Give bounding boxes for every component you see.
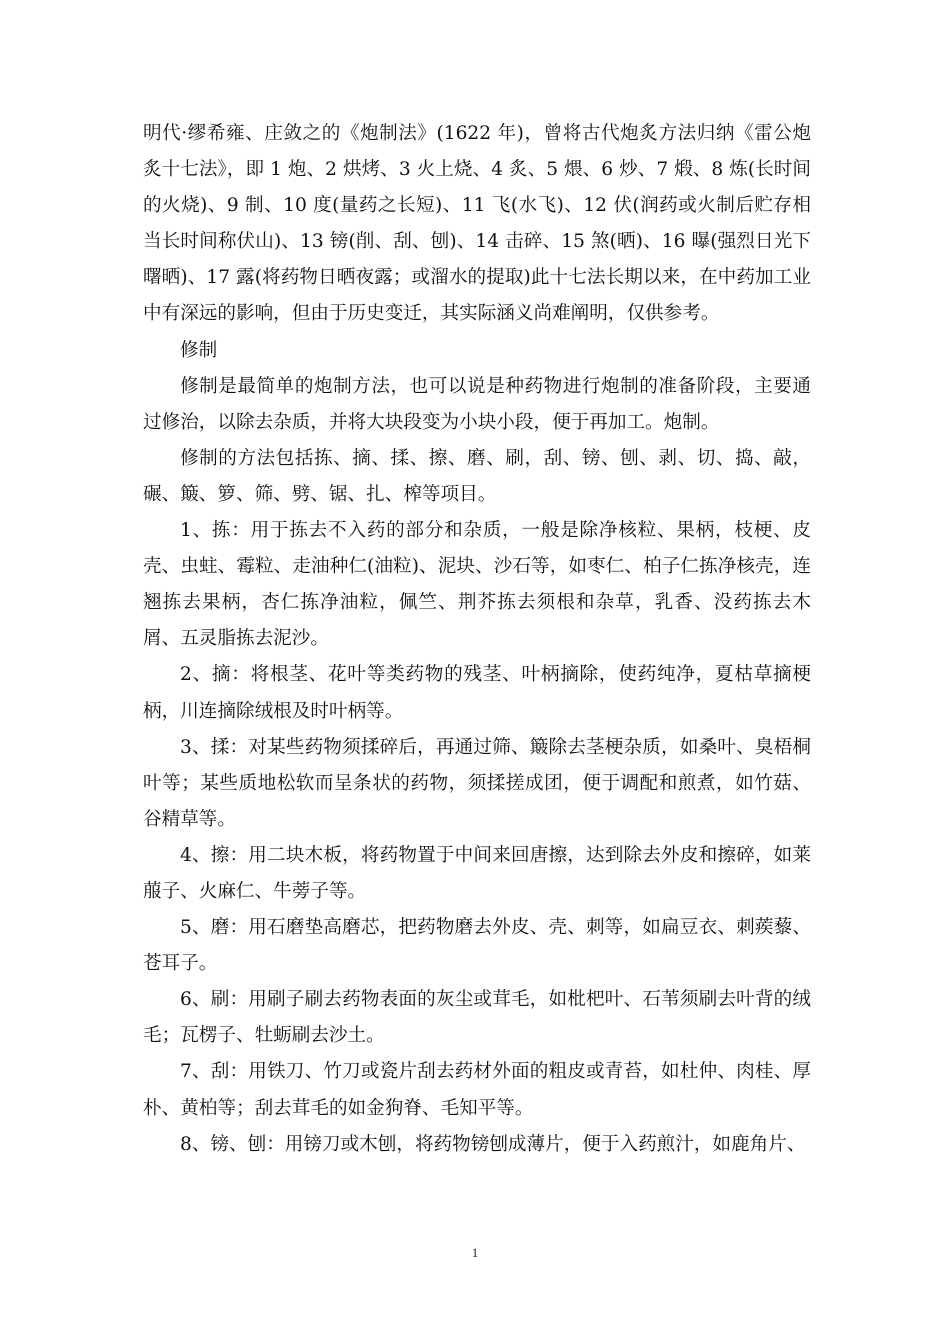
paragraph-history-seventeen-methods: 明代·缪希雍、庄敛之的《炮制法》(1622 年)，曾将古代炮炙方法归纳《雷公炮炙十七法》，即 1 炮、2 烘烤、3 火上烧、4 炙、5 煨、6 炒、7 煅、8 炼(长时间的火烧)、9 制、10 度(量药之长短)、11 飞(水飞)、12 伏(润药或火制后贮存相当长时间称伏山)、13 镑(削、刮、刨)、14 击碎、15 煞(晒)、16 曝(强烈日光下曙晒)、17 露(将药物日晒夜露；或溜水的提取)此十七法长期以来，在中药加工业中有深远的影响，但由于历史变迁，其实际涵义尚难阐明，仅供参考。	[143, 123, 811, 325]
paragraph-method-zhai: 2、摘：将根茎、花叶等类药物的残茎、叶柄摘除，使药纯净，夏枯草摘梗柄，川连摘除绒根及时叶柄等。	[143, 664, 811, 722]
section-heading-xiuzhi: 修制	[180, 339, 218, 361]
paragraph-method-rou: 3、揉：对某些药物须揉碎后，再通过筛、簸除去茎梗杂质，如桑叶、臭梧桐叶等；某些质地松软而呈条状的药物，须揉搓成团，便于调配和煎煮，如竹菇、谷精草等。	[143, 736, 811, 830]
paragraph-method-mo: 5、磨：用石磨垫高磨芯，把药物磨去外皮、壳、刺等，如扁豆衣、刺蒺藜、苍耳子。	[143, 917, 811, 975]
paragraph-method-bang-bao: 8、镑、刨：用镑刀或木刨，将药物镑刨成薄片，便于入药煎汁，如鹿角片、	[180, 1133, 806, 1155]
paragraph-method-shua: 6、刷：用刷子刷去药物表面的灰尘或茸毛，如枇杷叶、石苇须刷去叶背的绒毛；瓦楞子、牡蛎刷去沙土。	[143, 989, 811, 1047]
paragraph-xiuzhi-methods: 修制的方法包括拣、摘、揉、擦、磨、刷，刮、镑、刨、剥、切、捣、敲，碾、簸、箩、筛、劈、锯、扎、榨等项目。	[143, 447, 811, 505]
document-body	[143, 116, 811, 1163]
paragraph-method-jian: 1、拣：用于拣去不入药的部分和杂质，一般是除净核粒、果柄，枝梗、皮壳、虫蛀、霉粒、走油种仁(油粒)、泥块、沙石等，如枣仁、柏子仁拣净核壳，连翘拣去果柄，杏仁拣净油粒，佩竺、荆芥拣去须根和杂草，乳香、没药拣去木屑、五灵脂拣去泥沙。	[143, 520, 811, 650]
paragraph-method-gua: 7、刮：用铁刀、竹刀或瓷片刮去药材外面的粗皮或青苔，如杜仲、肉桂、厚朴、黄柏等；刮去茸毛的如金狗脊、毛知平等。	[143, 1061, 811, 1119]
paragraph-xiuzhi-definition: 修制是最简单的炮制方法，也可以说是种药物进行炮制的准备阶段，主要通过修治，以除去杂质，并将大块段变为小块小段，便于再加工。炮制。	[143, 375, 811, 433]
paragraph-method-ca: 4、擦：用二块木板，将药物置于中间来回唐擦，达到除去外皮和擦碎，如莱菔子、火麻仁、牛蒡子等。	[143, 844, 811, 902]
page-number: 1	[471, 1245, 479, 1260]
